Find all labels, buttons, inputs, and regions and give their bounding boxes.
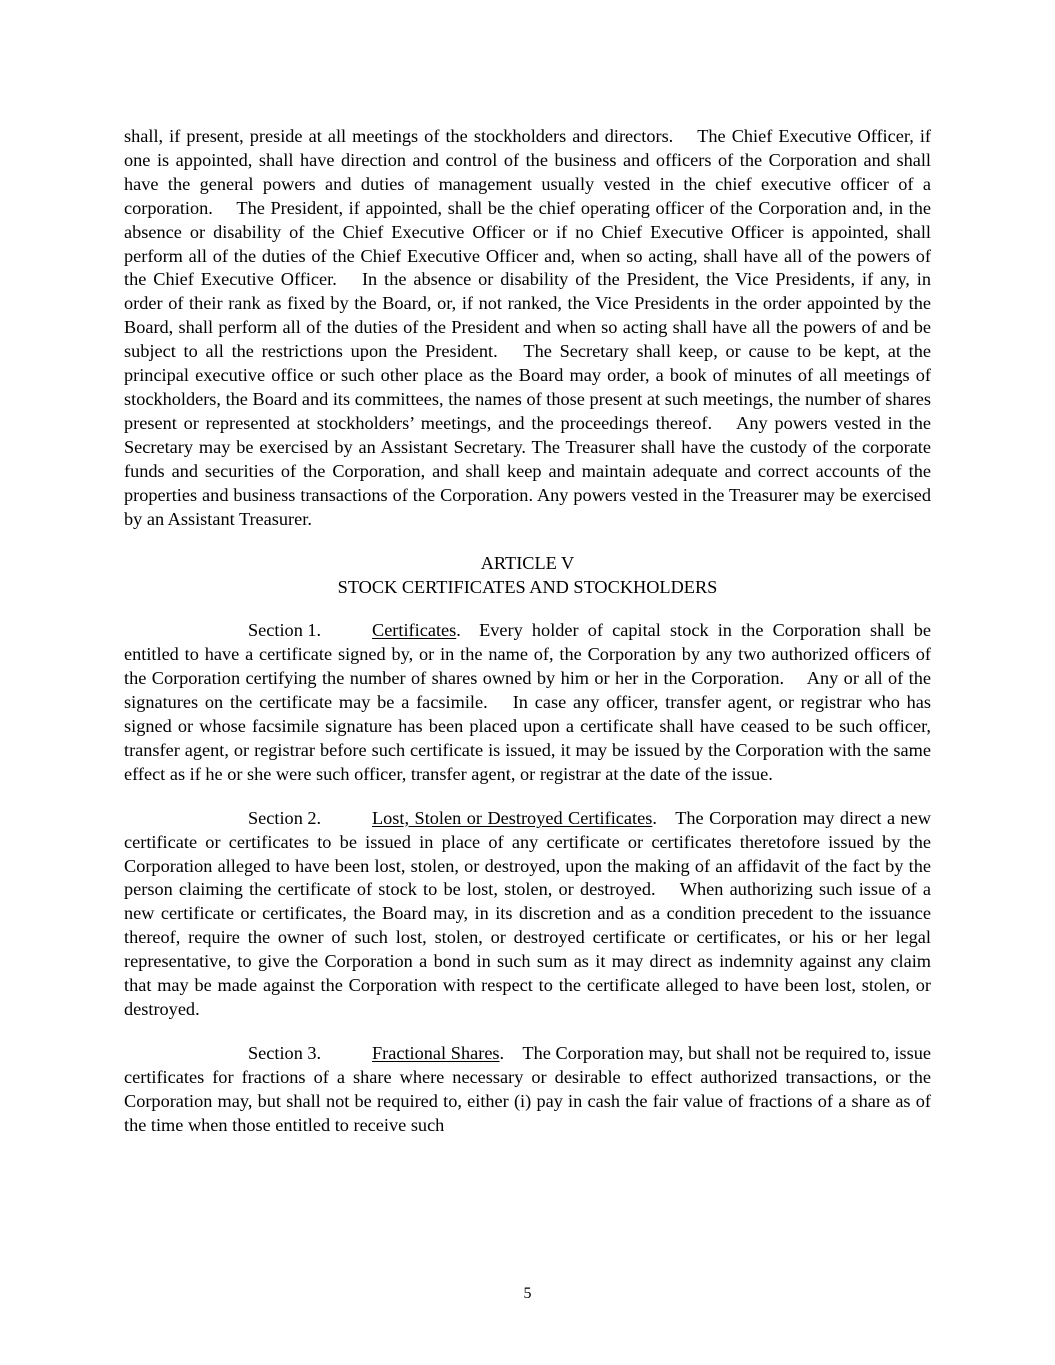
- spacer: [124, 531, 931, 551]
- document-page: [124, 125, 931, 1138]
- section-2-text: The Corporation may direct a new certificate or certificates to be issued in place of any certificate or certificates theretofore issued by the Corporation alleged to have been lost, stolen, or destroyed, upon the making of an affidavit of the fact by the person claiming the certificate of stock to be lost, stolen, or destroyed. When authorizing such issue of a new certificate or certificates, the Board may, in its discretion and as a condition precedent to the issuance thereof, require the owner of such lost, stolen, or destroyed certificate or certificates, or his or her legal representative, to give the Corporation a bond in such sum as it may direct as indemnity against any claim that may be made against the Corporation with respect to the certificate alleged to have been lost, stolen, or destroyed.: [124, 807, 931, 1019]
- article-number: ARTICLE V: [480, 553, 575, 574]
- section-1-label: Section 1.: [248, 620, 322, 641]
- section-1-paragraph: Section 1. Certificates. Every holder of capital stock in the Corporation shall be entitled to have a certificate signed by, or in the name of, the Corporation by any two authorized officers of the Corporation certifying the number of shares owned by him or her in the Corporation. Any or all of the signatures on the certificate may be a facsimile. In case any officer, transfer agent, or registrar who has signed or whose facsimile signature has been placed upon a certificate shall have ceased to be such officer, transfer agent, or registrar before such certificate is issued, it may be issued by the Corporation with the same effect as if he or she were such officer, transfer agent, or registrar at the date of the issue.: [124, 620, 931, 784]
- spacer: [124, 1022, 931, 1042]
- section-3-title: Fractional Shares: [372, 1042, 500, 1063]
- section-1-title: Certificates: [372, 620, 457, 641]
- section-2-title: Lost, Stolen or Destroyed Certificates: [372, 807, 653, 828]
- section-3-text: The Corporation may, but shall not be required to, issue certificates for fractions of a share where necessary or desirable to effect authorized transactions, or the Corporation may, but shall not be required to, either (i) pay in cash the fair value of fractions of a share as of the time when those entitled to receive such: [124, 1042, 931, 1135]
- spacer: [124, 787, 931, 807]
- page-number: 5: [523, 1285, 532, 1302]
- section-3-paragraph: Section 3. Fractional Shares. The Corporation may, but shall not be required to, issue certificates for fractions of a share where necessary or desirable to effect authorized transactions, or the Corporation may, but shall not be required to, either (i) pay in cash the fair value of fractions of a share as of the time when those entitled to receive such: [124, 1042, 931, 1135]
- article-title: STOCK CERTIFICATES AND STOCKHOLDERS: [337, 577, 718, 598]
- continuation-paragraph: shall, if present, preside at all meetings of the stockholders and directors. The Chief Executive Officer, if one is appointed, shall have direction and control of the business and officers of the Corporation and shall have the general powers and duties of management usually vested in the chief executive officer of a corporation. The President, if appointed, shall be the chief operating officer of the Corporation and, in the absence or disability of the Chief Executive Officer or if no Chief Executive Officer is appointed, shall perform all of the duties of the Chief Executive Officer and, when so acting, shall have all of the powers of the Chief Executive Officer. In the absence or disability of the President, the Vice Presidents, if any, in order of their rank as fixed by the Board, or, if not ranked, the Vice Presidents in the order appointed by the Board, shall perform all of the duties of the President and when so acting shall have all the powers of and be subject to all the restrictions upon the President. The Secretary shall keep, or cause to be kept, at the principal executive office or such other place as the Board may order, a book of minutes of all meetings of stockholders, the Board and its committees, the names of those present at such meetings, the number of shares present or represented at stockholders’ meetings, and the proceedings thereof. Any powers vested in the Secretary may be exercised by an Assistant Secretary. The Treasurer shall have the custody of the corporate funds and securities of the Corporation, and shall keep and maintain adequate and correct accounts of the properties and business transactions of the Corporation. Any powers vested in the Treasurer may be exercised by an Assistant Treasurer.: [124, 126, 931, 529]
- section-2-paragraph: Section 2. Lost, Stolen or Destroyed Certificates. The Corporation may direct a new certificate or certificates to be issued in place of any certificate or certificates theretofore issued by the Corporation alleged to have been lost, stolen, or destroyed, upon the making of an affidavit of the fact by the person claiming the certificate of stock to be lost, stolen, or destroyed. When authorizing such issue of a new certificate or certificates, the Board may, in its discretion and as a condition precedent to the issuance thereof, require the owner of such lost, stolen, or destroyed certificate or certificates, or his or her legal representative, to give the Corporation a bond in such sum as it may direct as indemnity against any claim that may be made against the Corporation with respect to the certificate alleged to have been lost, stolen, or destroyed.: [124, 807, 931, 1019]
- section-1-text: Every holder of capital stock in the Corporation shall be entitled to have a certificate signed by, or in the name of, the Corporation by any two authorized officers of the Corporation certifying the number of shares owned by him or her in the Corporation. Any or all of the signatures on the certificate may be a facsimile. In case any officer, transfer agent, or registrar who has signed or whose facsimile signature has been placed upon a certificate shall have ceased to be such officer, transfer agent, or registrar before such certificate is issued, it may be issued by the Corporation with the same effect as if he or she were such officer, transfer agent, or registrar at the date of the issue.: [124, 620, 931, 784]
- spacer: [124, 599, 931, 619]
- section-2-label: Section 2.: [248, 807, 322, 828]
- section-3-label: Section 3.: [248, 1042, 322, 1063]
